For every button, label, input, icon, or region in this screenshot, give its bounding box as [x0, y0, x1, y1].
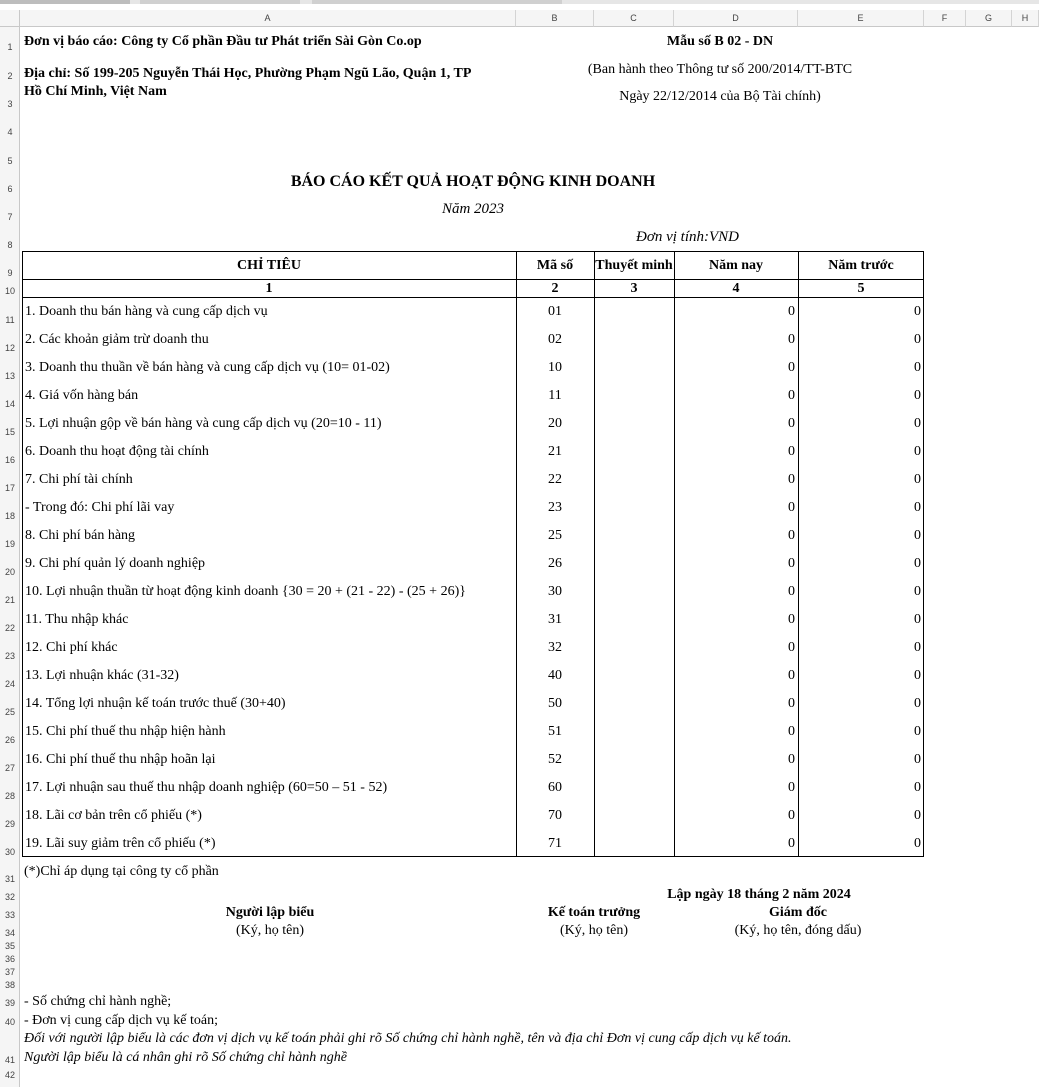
row-current-year[interactable]: 0	[788, 752, 795, 767]
row-label[interactable]: - Trong đó: Chi phí lãi vay	[25, 500, 175, 515]
row-label[interactable]: 17. Lợi nhuận sau thuế thu nhập doanh nghiệp (60=50 – 51 - 52)	[25, 780, 388, 795]
row-current-year[interactable]: 0	[788, 584, 795, 599]
row-code[interactable]: 01	[548, 304, 562, 319]
row-current-year[interactable]: 0	[788, 528, 795, 543]
column-header-h[interactable]: H	[1012, 10, 1039, 27]
row-previous-year[interactable]: 0	[914, 304, 921, 319]
row-divider	[22, 297, 924, 298]
row-header-8[interactable]: 8	[7, 240, 13, 250]
row-header-23[interactable]: 23	[4, 651, 15, 661]
row-code[interactable]: 32	[548, 640, 562, 655]
row-current-year[interactable]: 0	[788, 332, 795, 347]
row-previous-year[interactable]: 0	[914, 584, 921, 599]
director-sign-hint: (Ký, họ tên, đóng dấu)	[734, 923, 862, 938]
row-code[interactable]: 22	[548, 472, 562, 487]
row-previous-year[interactable]: 0	[914, 752, 921, 767]
row-code[interactable]: 51	[548, 724, 562, 739]
header-nam-truoc: Năm trước	[828, 258, 894, 273]
row-header-20[interactable]: 20	[4, 567, 15, 577]
row-code[interactable]: 52	[548, 752, 562, 767]
row-divider	[22, 279, 924, 280]
provider-line: - Đơn vị cung cấp dịch vụ kế toán;	[24, 1013, 219, 1028]
address-line-1: Địa chỉ: Số 199-205 Nguyễn Thái Học, Phường Phạm Ngũ Lão, Quận 1, TP	[24, 66, 472, 81]
column-header-c[interactable]: C	[594, 10, 674, 27]
row-header-34[interactable]: 34	[4, 928, 15, 938]
row-code[interactable]: 71	[548, 836, 562, 851]
row-header-41[interactable]: 41	[4, 1055, 15, 1065]
column-header-b[interactable]: B	[516, 10, 594, 27]
row-code[interactable]: 40	[548, 668, 562, 683]
report-year: Năm 2023	[441, 201, 505, 217]
row-header-9[interactable]: 9	[7, 268, 13, 278]
row-header-10[interactable]: 10	[4, 286, 15, 296]
row-header-26[interactable]: 26	[4, 735, 15, 745]
row-header-29[interactable]: 29	[4, 819, 15, 829]
row-previous-year[interactable]: 0	[914, 668, 921, 683]
row-header-4[interactable]: 4	[7, 127, 13, 137]
row-header-2[interactable]: 2	[7, 71, 13, 81]
row-code[interactable]: 23	[548, 500, 562, 515]
row-code[interactable]: 30	[548, 584, 562, 599]
row-code[interactable]: 25	[548, 528, 562, 543]
row-label[interactable]: 2. Các khoản giảm trừ doanh thu	[25, 332, 209, 347]
report-date: Lập ngày 18 tháng 2 năm 2024	[667, 887, 851, 902]
row-header-24[interactable]: 24	[4, 679, 15, 689]
col-number-4: 4	[732, 281, 740, 296]
row-previous-year[interactable]: 0	[914, 388, 921, 403]
row-code[interactable]: 31	[548, 612, 562, 627]
row-previous-year[interactable]: 0	[914, 696, 921, 711]
row-header-38[interactable]: 38	[4, 980, 15, 990]
header-ma-so: Mã số	[536, 258, 574, 273]
col-divider	[594, 251, 595, 857]
row-label[interactable]: 4. Giá vốn hàng bán	[25, 388, 139, 403]
form-issued-by: (Ban hành theo Thông tư số 200/2014/TT-BTC	[587, 62, 853, 77]
row-current-year[interactable]: 0	[788, 416, 795, 431]
col-number-2: 2	[551, 281, 559, 296]
row-label[interactable]: 15. Chi phí thuế thu nhập hiện hành	[25, 724, 226, 739]
row-header-25[interactable]: 25	[4, 707, 15, 717]
row-previous-year[interactable]: 0	[914, 472, 921, 487]
row-header-40[interactable]: 40	[4, 1017, 15, 1027]
row-header-16[interactable]: 16	[4, 455, 15, 465]
row-current-year[interactable]: 0	[788, 640, 795, 655]
row-label[interactable]: 14. Tổng lợi nhuận kế toán trước thuế (30+40)	[25, 696, 286, 711]
row-code[interactable]: 21	[548, 444, 562, 459]
row-header-15[interactable]: 15	[4, 427, 15, 437]
row-current-year[interactable]: 0	[788, 472, 795, 487]
row-header-31[interactable]: 31	[4, 874, 15, 884]
column-header-d[interactable]: D	[674, 10, 798, 27]
row-current-year[interactable]: 0	[788, 780, 795, 795]
row-previous-year[interactable]: 0	[914, 612, 921, 627]
column-header-e[interactable]: E	[798, 10, 924, 27]
row-label[interactable]: 3. Doanh thu thuần về bán hàng và cung cấp dịch vụ (10= 01-02)	[25, 360, 390, 375]
preparer-note-2: Người lập biểu là cá nhân ghi rõ Số chứng chỉ hành nghề	[24, 1050, 347, 1065]
row-header-17[interactable]: 17	[4, 483, 15, 493]
select-all-corner[interactable]	[0, 10, 20, 27]
row-previous-year[interactable]: 0	[914, 416, 921, 431]
form-number: Mẫu số B 02 - DN	[666, 34, 774, 49]
row-code[interactable]: 10	[548, 360, 562, 375]
row-label[interactable]: 1. Doanh thu bán hàng và cung cấp dịch vụ	[25, 304, 268, 319]
form-issued-date: Ngày 22/12/2014 của Bộ Tài chính)	[619, 89, 821, 104]
row-header-6[interactable]: 6	[7, 184, 13, 194]
column-header-a[interactable]: A	[20, 10, 516, 27]
col-number-5: 5	[857, 281, 865, 296]
row-header-39[interactable]: 39	[4, 998, 15, 1008]
row-label[interactable]: 7. Chi phí tài chính	[25, 472, 133, 487]
row-current-year[interactable]: 0	[788, 668, 795, 683]
row-header-35[interactable]: 35	[4, 941, 15, 951]
row-current-year[interactable]: 0	[788, 304, 795, 319]
row-current-year[interactable]: 0	[788, 556, 795, 571]
company-name: Đơn vị báo cáo: Công ty Cổ phần Đầu tư Phát triển Sài Gòn Co.op	[24, 34, 422, 49]
row-current-year[interactable]: 0	[788, 500, 795, 515]
row-header-12[interactable]: 12	[4, 343, 15, 353]
currency-unit: Đơn vị tính:VND	[636, 229, 739, 245]
row-code[interactable]: 26	[548, 556, 562, 571]
row-header-13[interactable]: 13	[4, 371, 15, 381]
report-title: BÁO CÁO KẾT QUẢ HOẠT ĐỘNG KINH DOANH	[290, 173, 656, 190]
row-current-year[interactable]: 0	[788, 696, 795, 711]
header-chi-tieu: CHỈ TIÊU	[237, 258, 301, 273]
row-previous-year[interactable]: 0	[914, 556, 921, 571]
row-header-37[interactable]: 37	[4, 967, 15, 977]
row-label[interactable]: 10. Lợi nhuận thuần từ hoạt động kinh doanh {30 = 20 + (21 - 22) - (25 + 26)}	[25, 584, 466, 599]
row-header-22[interactable]: 22	[4, 623, 15, 633]
row-header-27[interactable]: 27	[4, 763, 15, 773]
row-code[interactable]: 60	[548, 780, 562, 795]
header-nam-nay: Năm nay	[708, 258, 764, 273]
header-thuyet-minh: Thuyết minh	[595, 258, 673, 273]
row-label[interactable]: 19. Lãi suy giảm trên cổ phiếu (*)	[25, 836, 216, 851]
row-header-21[interactable]: 21	[4, 595, 15, 605]
row-current-year[interactable]: 0	[788, 724, 795, 739]
director-title: Giám đốc	[769, 905, 827, 920]
row-previous-year[interactable]: 0	[914, 640, 921, 655]
row-code[interactable]: 70	[548, 808, 562, 823]
row-header-19[interactable]: 19	[4, 539, 15, 549]
row-previous-year[interactable]: 0	[914, 360, 921, 375]
row-label[interactable]: 13. Lợi nhuận khác (31-32)	[25, 668, 179, 683]
row-label[interactable]: 6. Doanh thu hoạt động tài chính	[25, 444, 209, 459]
row-header-7[interactable]: 7	[7, 212, 13, 222]
row-label[interactable]: 18. Lãi cơ bản trên cổ phiếu (*)	[25, 808, 202, 823]
row-previous-year[interactable]: 0	[914, 332, 921, 347]
row-previous-year[interactable]: 0	[914, 500, 921, 515]
row-current-year[interactable]: 0	[788, 388, 795, 403]
row-label[interactable]: 5. Lợi nhuận gộp về bán hàng và cung cấp dịch vụ (20=10 - 11)	[25, 416, 382, 431]
certificate-line: - Số chứng chỉ hành nghề;	[24, 994, 172, 1009]
row-current-year[interactable]: 0	[788, 444, 795, 459]
row-header-5[interactable]: 5	[7, 156, 13, 166]
col-number-1: 1	[265, 281, 273, 296]
preparer-note-1: Đối với người lập biểu là các đơn vị dịch vụ kế toán phải ghi rõ Số chứng chỉ hành nghề, tên và địa chỉ Đơn vị cung cấp dịch vụ kế toán.	[24, 1031, 792, 1046]
row-code[interactable]: 20	[548, 416, 562, 431]
row-header-30[interactable]: 30	[4, 847, 15, 857]
row-current-year[interactable]: 0	[788, 612, 795, 627]
row-header-28[interactable]: 28	[4, 791, 15, 801]
row-previous-year[interactable]: 0	[914, 808, 921, 823]
row-header-1[interactable]: 1	[7, 42, 13, 52]
row-previous-year[interactable]: 0	[914, 528, 921, 543]
row-header-42[interactable]: 42	[4, 1070, 15, 1080]
footnote: (*)Chỉ áp dụng tại công ty cổ phần	[24, 864, 219, 879]
col-number-3: 3	[630, 281, 638, 296]
preparer-sign-hint: (Ký, họ tên)	[235, 923, 305, 938]
row-header-18[interactable]: 18	[4, 511, 15, 521]
preparer-title: Người lập biểu	[225, 905, 315, 920]
address-line-2: Hồ Chí Minh, Việt Nam	[24, 84, 167, 99]
row-header-3[interactable]: 3	[7, 99, 13, 109]
column-header-g[interactable]: G	[966, 10, 1012, 27]
row-previous-year[interactable]: 0	[914, 836, 921, 851]
row-header-14[interactable]: 14	[4, 399, 15, 409]
row-header-33[interactable]: 33	[4, 910, 15, 920]
row-label[interactable]: 8. Chi phí bán hàng	[25, 528, 136, 543]
column-header-f[interactable]: F	[924, 10, 966, 27]
row-current-year[interactable]: 0	[788, 360, 795, 375]
row-label[interactable]: 9. Chi phí quản lý doanh nghiệp	[25, 556, 206, 571]
chief-accountant-title: Kế toán trưởng	[547, 905, 641, 920]
row-code[interactable]: 11	[548, 388, 562, 403]
row-header-32[interactable]: 32	[4, 892, 15, 902]
row-label[interactable]: 16. Chi phí thuế thu nhập hoãn lại	[25, 752, 216, 767]
row-code[interactable]: 02	[548, 332, 562, 347]
row-current-year[interactable]: 0	[788, 808, 795, 823]
row-header-11[interactable]: 11	[5, 315, 15, 325]
chief-accountant-sign-hint: (Ký, họ tên)	[559, 923, 629, 938]
row-header-36[interactable]: 36	[4, 954, 15, 964]
row-label[interactable]: 11. Thu nhập khác	[25, 612, 129, 627]
row-label[interactable]: 12. Chi phí khác	[25, 640, 118, 655]
row-previous-year[interactable]: 0	[914, 444, 921, 459]
row-previous-year[interactable]: 0	[914, 780, 921, 795]
sheet-tab-strip	[0, 0, 1039, 4]
row-current-year[interactable]: 0	[788, 836, 795, 851]
row-previous-year[interactable]: 0	[914, 724, 921, 739]
row-code[interactable]: 50	[548, 696, 562, 711]
